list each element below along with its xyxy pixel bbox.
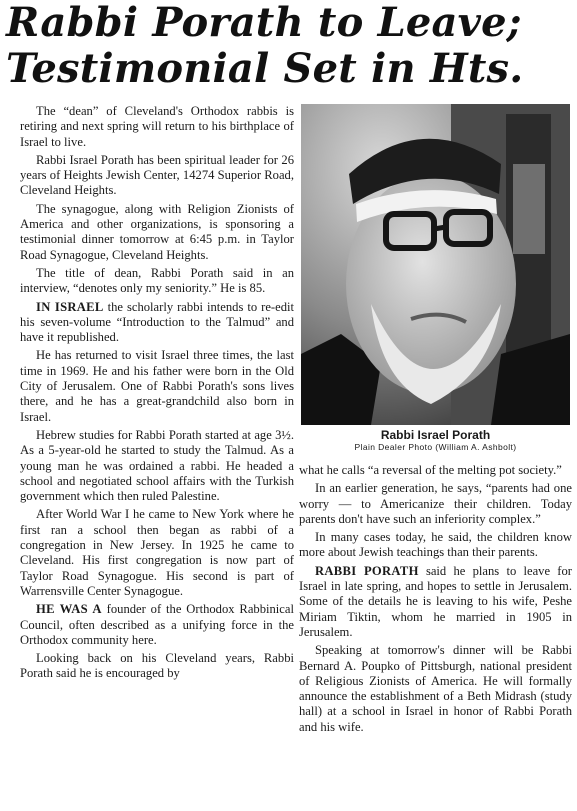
paragraph-text: said he plans to leave for Israel in late spring, and hopes to settle in Jerusalem. Some of the details he is leaving to his wife, Peshe Miriam Tiktin, whom he married in 1905 in Jerusalem. — [299, 563, 572, 639]
article-paragraph — [299, 463, 572, 478]
article-column-right — [299, 463, 572, 738]
article-paragraph — [299, 643, 572, 735]
paragraph-text: Hebrew studies for Rabbi Porath started at age 3½. As a 5-year-old he started to study the Talmud. As a young man he was ordained a rabbi. He headed a school and negotiated school affairs with the Turkish government which then ruled Palestine. — [20, 427, 294, 504]
paragraph-text: After World War I he came to New York where he first ran a school then began as rabbi of a congregation in New Jersey. In 1925 he came to Cleveland. His first congregation is now part of Taylor Road Synagogue. His second is part of Warrensville Center Synagogue. — [20, 507, 294, 598]
paragraph-text: Speaking at tomorrow's dinner will be Rabbi Bernard A. Poupko of Pittsburgh, national president of Religious Zionists of America. He will formally announce the establishment of a Beth Midrash (study hall) at a school in Israel in honor of Rabbi Porath and his wife. — [299, 643, 572, 734]
article-paragraph — [20, 651, 294, 682]
paragraph-text: In an earlier generation, he says, “parents had one worry — to Americanize their children. Today parents don't have such an inferiority complex.” — [299, 481, 572, 526]
article-paragraph — [20, 266, 294, 297]
paragraph-text: what he calls “a reversal of the melting pot society.” — [299, 463, 562, 477]
paragraph-lead-in: HE WAS A — [36, 602, 102, 617]
portrait-photo — [301, 104, 570, 425]
article-paragraph — [20, 153, 294, 199]
paragraph-text: The “dean” of Cleveland's Orthodox rabbis is retiring and next spring will return to his birthplace of Israel to live. — [20, 104, 294, 149]
article-paragraph — [20, 602, 294, 648]
paragraph-text: founder of the Orthodox Rabbinical Council, often described as a unifying force in the Orthodox community here. — [20, 602, 294, 647]
paragraph-lead-in: IN ISRAEL — [36, 299, 104, 314]
headline — [6, 0, 572, 92]
caption-name: Rabbi Israel Porath — [380, 428, 491, 442]
paragraph-text: Rabbi Israel Porath has been spiritual leader for 26 years of Heights Jewish Center, 14274 Superior Road, Cleveland Heights. — [20, 152, 294, 198]
paragraph-text: Looking back on his Cleveland years, Rabbi Porath said he is encouraged by — [20, 651, 294, 681]
article-paragraph — [20, 202, 294, 263]
article-paragraph — [20, 507, 294, 599]
caption-credit: Plain Dealer Photo (William A. Ashbolt) — [354, 442, 517, 452]
paragraph-text: The synagogue, along with Religion Zionists of America and other organizations, is sponsoring a testimonial dinner tomorrow at 6:45 p.m. in Taylor Road Synagogue, Cleveland Heights. — [20, 201, 294, 262]
article-paragraph — [20, 104, 294, 150]
paragraph-lead-in: RABBI PORATH — [315, 563, 419, 578]
article-paragraph — [20, 428, 294, 504]
paragraph-text: The title of dean, Rabbi Porath said in an interview, “denotes only my seniority.” He is 85. — [20, 265, 294, 296]
paragraph-text: In many cases today, he said, the children know more about Jewish teachings than their parents. — [299, 530, 572, 560]
photo-caption — [301, 428, 570, 452]
article-column-left — [20, 104, 294, 685]
paragraph-text: the scholarly rabbi intends to re-edit his seven-volume “Introduction to the Talmud” and have it republished. — [20, 299, 294, 345]
article-paragraph — [299, 530, 572, 561]
headline-line-2: Testimonial Set in Hts. — [6, 45, 524, 92]
headline-line-1: Rabbi Porath to Leave; — [6, 0, 522, 46]
article-paragraph — [299, 481, 572, 527]
article-paragraph — [20, 348, 294, 424]
article-paragraph — [20, 300, 294, 346]
paragraph-text: He has returned to visit Israel three times, the last time in 1969. He and his father were born in the Old City of Jerusalem. One of Rabbi Porath's sons lives there, and he has a great-grandchild also born in Israel. — [20, 348, 294, 424]
portrait-illustration — [301, 104, 570, 425]
article-paragraph — [299, 564, 572, 640]
